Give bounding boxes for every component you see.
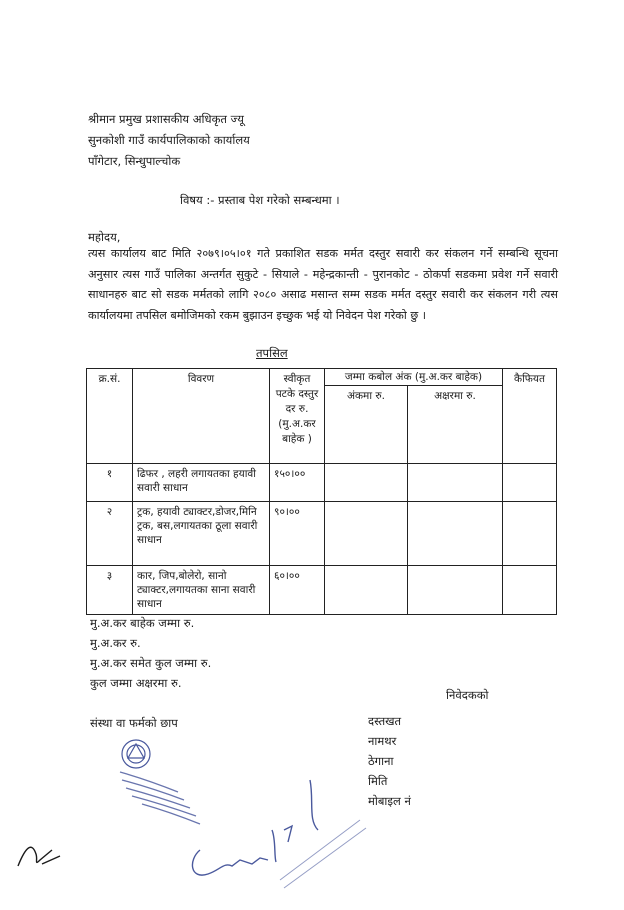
vat-amount: मु.अ.कर रु. bbox=[90, 636, 141, 650]
cell-sn: २ bbox=[87, 502, 133, 566]
header-in-figures: अंकमा रु. bbox=[325, 386, 408, 464]
stamp-label: संस्था वा फर्मको छाप bbox=[90, 716, 178, 730]
salutation: महोदय, bbox=[88, 230, 121, 244]
total-in-words: कुल जम्मा अक्षरमा रु. bbox=[90, 676, 182, 690]
official-signature bbox=[180, 770, 370, 900]
cell-description: कार, जिप,बोलेरो, सानो ट्याक्टर,लगायतका साना सवारी साधान bbox=[133, 566, 270, 615]
cell-remarks bbox=[503, 502, 557, 566]
field-date: मिति bbox=[368, 774, 388, 788]
table-row bbox=[87, 502, 557, 566]
cell-description: ट्रक, हयावी ट्याक्टर,डोजर,मिनि ट्रक, बस,लगायतका ठूला सवारी साधान bbox=[133, 502, 270, 566]
body-paragraph: त्यस कार्यालय बाट मिति २०७९।०५।०१ गते प्रकाशित सडक मर्मत दस्तुर सवारी कर संकलन गर्ने सम्बन्धि सूचना अनुसार त्यस गाउँ पालिका अन्तर्गत सुकुटे - सियाले - महेन्द्रकान्ती - पुरानकोट - ठोकर्पा सडकमा प्रवेश गर्ने सवारी साधानहरु बाट सो सडक मर्मतको लागि २०८० असाढ मसान्त सम्म सडक मर्मत दस्तुर सवारी कर संकलन गरी त्यस कार्यालयमा तपसिल बमोजिमको रकम बुझाउन इच्छुक भई यो निवेदन पेश गरेको छु । bbox=[88, 247, 558, 322]
cell-description: ढिफर , लहरी लगायतका हयावी सवारी साधान bbox=[133, 464, 270, 502]
table-row bbox=[87, 464, 557, 502]
addressee-line-2: सुनकोशी गाउँ कार्यपालिकाको कार्यालय bbox=[88, 133, 250, 147]
field-signature: दस्तखत bbox=[368, 714, 402, 728]
table-title: तपसिल bbox=[256, 346, 288, 360]
cell-sn: १ bbox=[87, 464, 133, 502]
total-with-vat: मु.अ.कर समेत कुल जम्मा रु. bbox=[90, 656, 212, 670]
total-without-vat: मु.अ.कर बाहेक जम्मा रु. bbox=[90, 616, 195, 630]
cell-rate: ६०।०० bbox=[270, 566, 325, 615]
field-mobile: मोबाइल नं bbox=[368, 794, 411, 808]
cell-rate: १५०।०० bbox=[270, 464, 325, 502]
table-row bbox=[87, 566, 557, 615]
table-header-row bbox=[87, 369, 557, 386]
handwritten-signature-left bbox=[12, 836, 72, 876]
cell-words bbox=[408, 502, 503, 566]
header-approved-rate: स्वीकृत पटके दस्तुर दर रु. (मु.अ.कर बाहेक ) bbox=[270, 369, 325, 464]
cell-rate: ९०।०० bbox=[270, 502, 325, 566]
subject-line: विषय :- प्रस्ताब पेश गरेको सम्बन्धमा । bbox=[180, 193, 340, 207]
addressee-line-3: पाँगेटार, सिन्धुपाल्चोक bbox=[88, 154, 181, 168]
header-in-words: अक्षरमा रु. bbox=[408, 386, 503, 464]
header-bid-total: जम्मा कबोल अंक (मु.अ.कर बाहेक) bbox=[325, 369, 503, 386]
field-address: ठेगाना bbox=[368, 754, 394, 768]
header-description: विवरण bbox=[133, 369, 270, 464]
cell-sn: ३ bbox=[87, 566, 133, 615]
cell-words bbox=[408, 566, 503, 615]
cell-words bbox=[408, 464, 503, 502]
cell-figures bbox=[325, 566, 408, 615]
applicant-label: निवेदकको bbox=[446, 688, 489, 702]
header-sn: क्र.सं. bbox=[87, 369, 133, 464]
header-remarks: कैफियत bbox=[503, 369, 557, 464]
addressee-line-1: श्रीमान प्रमुख प्रशासकीय अधिकृत ज्यू bbox=[88, 112, 244, 126]
tapasil-table bbox=[86, 368, 557, 615]
cell-remarks bbox=[503, 464, 557, 502]
cell-figures bbox=[325, 464, 408, 502]
cell-figures bbox=[325, 502, 408, 566]
field-name: नामथर bbox=[368, 734, 397, 748]
cell-remarks bbox=[503, 566, 557, 615]
